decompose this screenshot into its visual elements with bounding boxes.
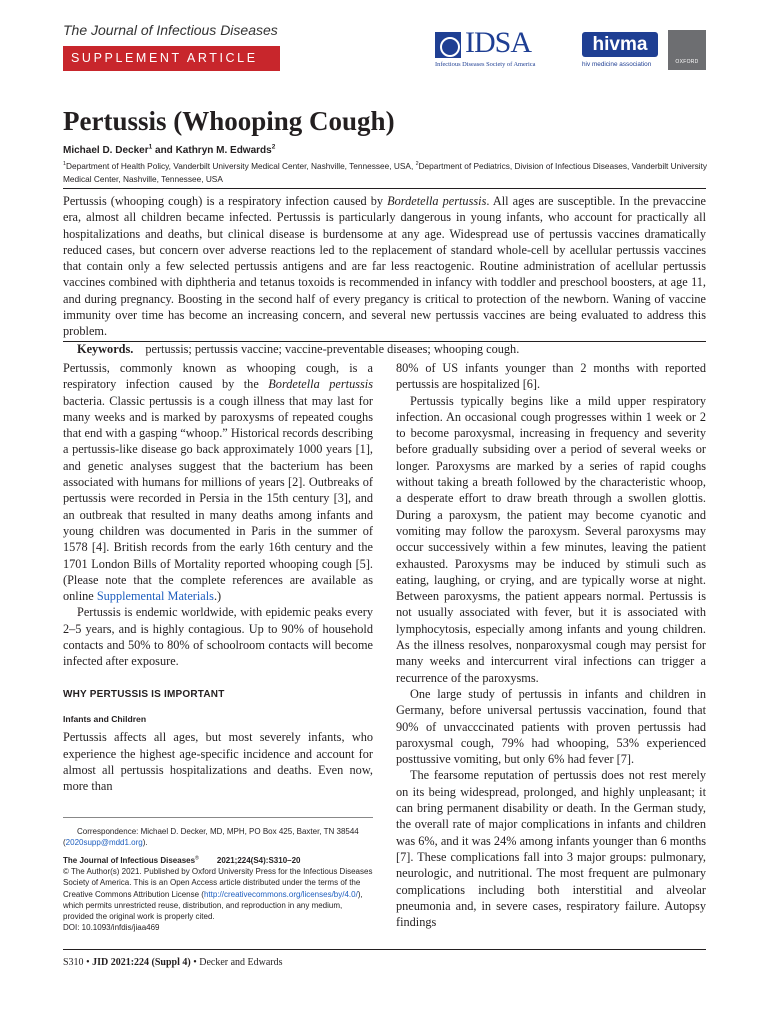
author-affil-marker: 2 — [271, 143, 276, 151]
affiliations — [63, 160, 713, 186]
body-column-left — [63, 360, 373, 794]
hivma-logo — [582, 30, 660, 70]
correspondence-text: ). — [142, 838, 148, 847]
hivma-logo-subtitle: hiv medicine association — [582, 61, 652, 68]
hivma-logo-word: hivma — [582, 32, 658, 57]
journal-citation: 2021;224(S4):S310–20 — [216, 856, 301, 865]
idsa-logo — [435, 26, 575, 70]
footer-authors: Decker and Edwards — [199, 957, 283, 968]
registered-mark: ® — [195, 855, 199, 862]
idsa-logo-word: IDSA — [465, 26, 532, 59]
oxford-logo-word: OXFORD — [675, 59, 699, 65]
body-paragraph: One large study of pertussis in infants and children in Germany, before universal pertussis vaccination, found that 90% of unvacccinated patients with proven pertussis had paroxysmal cough, 79% had whooping, 53% experienced posttussive vomiting, but only 6% had fever [7]. — [396, 686, 706, 767]
page-number: S310 — [63, 957, 84, 968]
body-paragraph: Pertussis affects all ages, but most severely infants, who experience the highest age-specific incidence and account for almost all pertussis hospitalizations and deaths. Even now, more than — [63, 730, 373, 794]
affil-marker: 2 — [415, 161, 419, 168]
affil-marker: 1 — [63, 161, 66, 168]
body-paragraph: Pertussis is endemic worldwide, with epidemic peaks every 2–5 years, and is highly contagious. Up to 90% of household contacts and 50% to 80% of schoolroom contacts will become infected after exposure. — [63, 605, 373, 669]
correspondence — [63, 826, 373, 848]
body-text: bacteria. Classic pertussis is a cough illness that may last for many weeks and is marked by paroxysms of repeated coughs that end with a gasping “whoop.” Historical records describing a pertussis-like disease go back approximately 1000 years [1], and genetic analyses suggest that the bacterium has been associated with humans for millions of years [2]. Outbreaks of pertussis were recorded in Persia in the 15th century [3], and an outbreak that resulted in many deaths among infants and young children was documented in Paris in the summer of 1578 [4]. British records from the early 16th century and the 1701 London Bills of Mortality reported whooping cough [5]. (Please note that the complete references are available as online — [63, 393, 373, 604]
journal-title: The Journal of Infectious Diseases — [63, 22, 278, 38]
body-paragraph: Pertussis typically begins like a mild upper respiratory infection. An occasional cough progresses within 1 week or 2 to become paroxysmal, increasing in frequency and severity before gradually subsiding over a period of several weeks or longer. Paroxysms are marked by a series of rapid coughs without taking a breath followed by the characteristic whoop, a desperate effort to draw breath through a swollen glottis. During a paroxysm, the patient may become cyanotic and vomiting may follow the paroxysm. Several paroxysms may occur successively within a few minutes, leaving the patient exhausted. Paroxysms may be induced by stimuli such as eating, laughing, or crying, and are typically worse at night. Between paroxysms, the patient appears normal. Pertussis is not usually associated with fever, but it is associated with lymphocytosis, especially among infants and young children. As the illness resolves, nonparoxysmal cough may persist for many weeks and intercurrent viral infections can trigger a recurrence of the paroxysms. — [396, 393, 706, 685]
subsection-heading: Infants and Children — [63, 713, 147, 724]
author-conjunction: and — [152, 145, 176, 156]
footer-divider — [63, 949, 706, 950]
footnote-divider — [63, 817, 373, 818]
correspondence-text: Correspondence: Michael D. Decker, MD, MPH, PO Box 425, Baxter, TN 38544 ( — [63, 827, 359, 847]
license-link[interactable]: http://creativecommons.org/licenses/by/4.0/ — [203, 889, 358, 899]
abstract-text-part: . All ages are susceptible. In the prevaccine era, almost all children became infected. Pertussis is particularly dangerous in young infants, who account for practically all hospitalizations and deaths, but clinical disease is burdensome at any age. Widespread use of pertussis vaccines dramatically reduced cases, but concern over adverse reactions led to the replacement of standard whole-cell by acellular pertussis vaccines that contain only a few selected pertussis antigens and are far less reactogenic. Routine administration of acellular pertussis vaccines combined with diphtheria and tetanus toxoids is recommended in infancy with toddler and preschool boosters, at age 11, and during pregnancy. Boosting in the second half of every pregancy is critical to protection of the newborn. Waning of vaccine immunity over time has become an increasing concern, and several new pertussis vaccines are being evaluated to address this problem. — [63, 194, 706, 339]
author-name: Michael D. Decker — [63, 145, 149, 156]
license-statement — [63, 866, 373, 922]
author-list — [63, 145, 275, 156]
abstract-text-part: Pertussis (whooping cough) is a respiratory infection caused by — [63, 194, 388, 208]
article-title: Pertussis (Whooping Cough) — [63, 106, 395, 136]
body-paragraph: The fearsome reputation of pertussis does not rest merely on its being widespread, prolonged, and highly unpleasant; it can bring permanent disability or death. In the German study, the overall rate of major complications in infants and children was 6%, and it was 24% among infants younger than 6 months [7]. These complications fall into 3 major groups: pulmonary, neurologic, and nutritional. The most frequent are pulmonary complications including both interstitial and alveolar pneumonia and, in severe cases, respiratory failure. Autopsy findings — [396, 768, 706, 930]
species-name: Bordetella pertussis — [268, 377, 373, 392]
body-paragraph: 80% of US infants younger than 2 months with reported pertussis are hospitalized [6]. — [396, 361, 706, 392]
keywords-text: pertussis; pertussis vaccine; vaccine-preventable diseases; whooping cough. — [145, 341, 520, 356]
section-heading: WHY PERTUSSIS IS IMPORTANT — [63, 688, 225, 700]
body-paragraph — [63, 360, 373, 604]
journal-info — [63, 855, 373, 933]
footer-journal: JID 2021:224 (Suppl 4) — [92, 957, 191, 968]
affiliation: Department of Health Policy, Vanderbilt University Medical Center, Nashville, Tennessee, USA, — [66, 161, 416, 171]
keywords-label: Keywords. — [77, 341, 134, 356]
footer-separator: • — [86, 957, 90, 968]
footer-separator: • — [193, 957, 197, 968]
journal-citation-line — [63, 855, 373, 866]
keywords — [63, 341, 706, 357]
body-column-right — [396, 360, 706, 930]
article-type-banner: SUPPLEMENT ARTICLE — [63, 46, 280, 71]
body-text: Pertussis, commonly known as whooping cough, is a respiratory infection caused by the — [63, 361, 373, 392]
supplemental-materials-link[interactable]: Supplemental Materials — [96, 589, 214, 604]
page-footer — [63, 957, 283, 968]
abstract-text — [63, 193, 706, 340]
license-text: ), which permits unrestricted reuse, distribution, and reproduction in any medium, provided the original work is properly cited. — [63, 889, 363, 922]
journal-name: The Journal of Infectious Diseases — [63, 856, 196, 865]
author-affil-marker: 1 — [148, 143, 153, 151]
oxford-logo — [668, 30, 706, 70]
abstract-species-name: Bordetella pertussis — [387, 194, 487, 208]
abstract — [63, 188, 706, 356]
author-name: Kathryn M. Edwards — [175, 145, 272, 156]
affiliation: Department of Pediatrics, Division of Infectious Diseases, Vanderbilt University Medical Center, Nashville, Tennessee, USA — [63, 161, 708, 184]
correspondence-email-link[interactable]: 2020supp@mdd1.org — [65, 838, 143, 847]
idsa-logo-subtitle: Infectious Diseases Society of America — [435, 61, 536, 68]
body-text: .) — [213, 589, 222, 604]
doi: DOI: 10.1093/infdis/jiaa469 — [63, 923, 160, 933]
idsa-emblem-icon — [435, 32, 461, 58]
license-text: © The Author(s) 2021. Published by Oxford University Press for the Infectious Diseases Society of America. This is an Open Access article distributed under the terms of the Creative Commons Attribution License ( — [63, 867, 373, 899]
